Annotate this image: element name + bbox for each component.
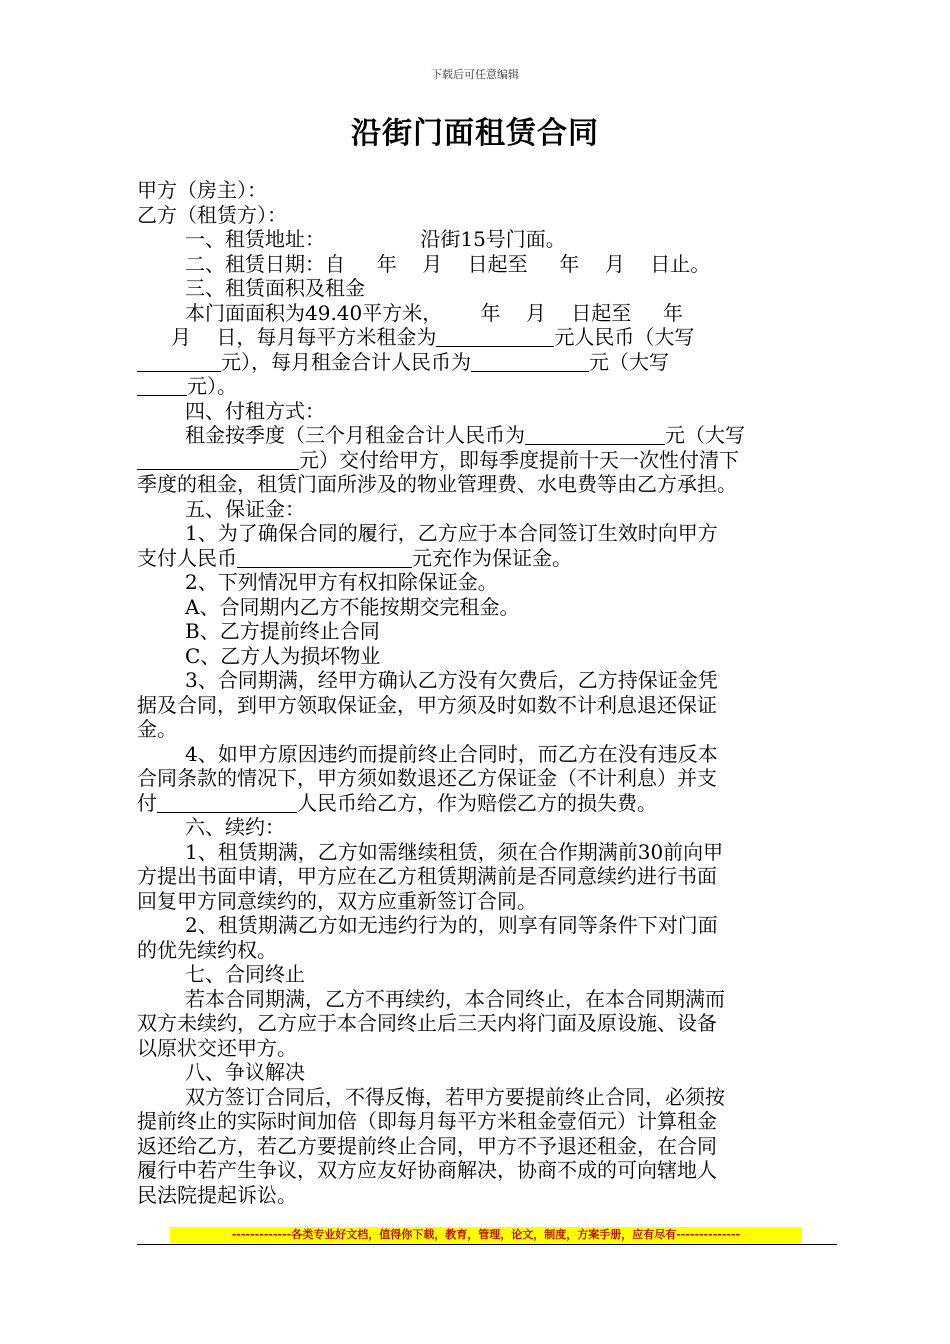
section-8-line-2: 提前终止的实际时间加倍（即每月每平方米租金壹佰元）计算租金 — [137, 1109, 717, 1133]
section-6-line-2: 方提出书面申请，甲方应在乙方租赁期满前是否同意续约进行书面 — [137, 864, 717, 888]
document-title: 沿街门面租赁合同 — [351, 116, 599, 151]
header-note: 下载后可任意编辑 — [431, 68, 519, 81]
section-5-item-c: C、乙方人为损坏物业 — [185, 643, 381, 668]
footer-banner: -------------各类专业好文档，值得你下载，教育，管理，论文，制度，方案手册，应有尽有-------------- — [170, 1227, 802, 1243]
section-3-heading: 三、租赁面积及租金 — [185, 276, 365, 300]
section-3-line-2: 月 日，每月每平方米租金为 元人民币（大写 — [171, 325, 695, 349]
section-7-heading: 七、合同终止 — [185, 962, 305, 986]
section-5-line-9: 付 人民币给乙方，作为赔偿乙方的损失费。 — [137, 790, 657, 815]
section-5-line-6: 金。 — [137, 717, 177, 741]
section-4-line-2: 元）交付给甲方，即每季度提前十天一次性付清下 — [137, 448, 837, 473]
section-6-line-4: 2、租赁期满乙方如无违约行为的，则享有同等条件下对门面 — [185, 913, 718, 937]
blank-field — [137, 351, 221, 372]
section-8-line-5: 民法院提起诉讼。 — [137, 1182, 297, 1207]
blank-field — [137, 375, 187, 396]
section-4-line-1: 租金按季度（三个月租金合计人民币为 元（大写 — [185, 423, 745, 447]
blank-field — [237, 547, 412, 568]
blank-field — [471, 351, 589, 372]
section-3-line-4: 元）。 — [137, 374, 837, 399]
section-5-line-5: 据及合同，到甲方领取保证金，甲方须及时如数不计利息退还保证 — [137, 692, 717, 717]
section-8-line-1: 双方签订合同后，不得反悔，若甲方要提前终止合同，必须按 — [185, 1084, 725, 1109]
party-a-line: 甲方（房主）： — [137, 178, 267, 202]
section-5-line-4: 3、合同期满，经甲方确认乙方没有欠费后，乙方持保证金凭 — [185, 668, 718, 692]
section-7-line-1: 若本合同期满，乙方不再续约，本合同终止，在本合同期满而 — [185, 986, 725, 1011]
section-6-line-3: 回复甲方同意续约的，双方应重新签订合同。 — [137, 888, 537, 913]
section-8-line-3: 返还给乙方，若乙方要提前终止合同，甲方不予退还租金，在合同 — [137, 1133, 717, 1158]
contract-body — [137, 178, 837, 1207]
party-b-line: 乙方（租赁方）： — [137, 202, 287, 227]
section-5-line-8: 合同条款的情况下，甲方须如数退还乙方保证金（不计利息）并支 — [137, 766, 717, 790]
section-5-heading: 五、保证金： — [185, 496, 305, 521]
section-1-address: 一、租赁地址： 沿街15号门面。 — [185, 227, 566, 251]
blank-field — [157, 792, 297, 813]
section-7-line-2: 双方未续约，乙方应于本合同终止后三天内将门面及原设施、设备 — [137, 1011, 717, 1035]
section-5-line-7: 4、如甲方原因违约而提前终止合同时，而乙方在没有违反本 — [185, 741, 718, 766]
section-5-line-2: 支付人民币 元充作为保证金。 — [137, 545, 572, 570]
section-6-heading: 六、续约： — [185, 815, 285, 839]
section-4-line-3: 季度的租金，租赁门面所涉及的物业管理费、水电费等由乙方承担。 — [137, 472, 737, 496]
section-5-line-1: 1、为了确保合同的履行，乙方应于本合同签订生效时向甲方 — [185, 521, 718, 545]
section-8-heading: 八、争议解决 — [185, 1060, 305, 1084]
section-5-item-a: A、合同期内乙方不能按期交完租金。 — [185, 594, 520, 619]
blank-field — [436, 326, 554, 347]
blank-field — [525, 424, 665, 445]
section-3-line-3: 元），每月租金合计人民币为 元（大写 — [137, 350, 837, 375]
blank-field — [137, 449, 299, 470]
footer-divider — [137, 1244, 837, 1245]
section-6-line-1: 1、租赁期满，乙方如需继续租赁，须在合作期满前30前向甲 — [185, 839, 724, 864]
section-7-line-3: 以原状交还甲方。 — [137, 1035, 297, 1060]
section-2-term: 二、租赁日期：自 年 月 日起至 年 月 日止。 — [185, 251, 711, 276]
section-6-line-5: 的优先续约权。 — [137, 937, 277, 962]
section-3-line-1: 本门面面积为49.40平方米， 年 月 日起至 年 — [185, 300, 684, 325]
section-5-line-3: 2、下列情况甲方有权扣除保证金。 — [185, 570, 498, 594]
section-5-item-b: B、乙方提前终止合同 — [185, 619, 380, 643]
section-8-line-4: 履行中若产生争议，双方应友好协商解决，协商不成的可向辖地人 — [137, 1158, 717, 1182]
section-4-heading: 四、付租方式： — [185, 398, 325, 423]
